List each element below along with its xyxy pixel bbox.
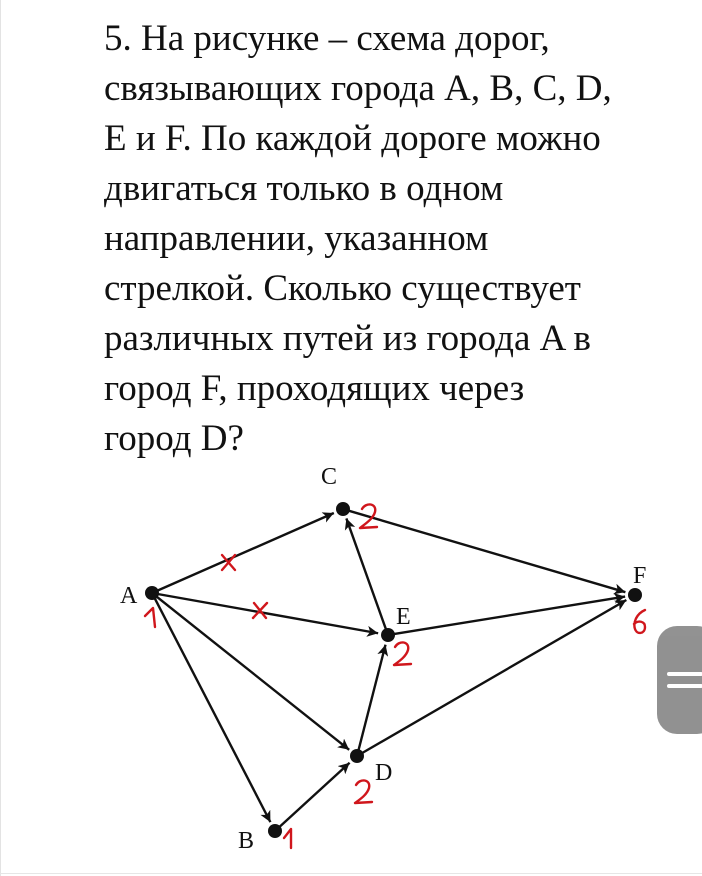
count-mark-f <box>634 610 645 633</box>
city-node-b <box>268 824 282 838</box>
city-node-a <box>145 586 159 600</box>
road-a-c <box>157 513 334 591</box>
node-label-a: A <box>120 583 138 609</box>
node-label-c: C <box>321 464 338 490</box>
question-line-9: город D? <box>104 418 244 459</box>
question-line-3: E и F. По каждой дороге можно <box>104 118 601 159</box>
road-graph <box>0 440 702 876</box>
question-line-1: 5. На рисунке – схема дорог, <box>104 18 550 59</box>
drag-handle-bar-bottom <box>667 684 702 688</box>
city-node-c <box>336 502 350 516</box>
node-label-d: D <box>375 760 393 786</box>
count-mark-a <box>145 608 155 627</box>
node-label-b: B <box>238 828 255 854</box>
count-mark-e <box>394 642 411 665</box>
city-node-e <box>381 628 395 642</box>
question-line-4: двигаться только в одном <box>104 168 504 209</box>
city-node-f <box>628 588 642 602</box>
road-a-e <box>157 594 378 633</box>
question-line-5: направлении, указанном <box>104 218 489 259</box>
node-layer <box>145 502 642 838</box>
drag-handle-icon[interactable] <box>657 626 702 734</box>
city-node-d <box>350 749 364 763</box>
road-c-f <box>348 510 626 592</box>
count-mark-b <box>284 829 291 848</box>
question-line-2: связывающих города A, B, C, D, <box>104 68 612 109</box>
road-a-b <box>154 597 270 822</box>
question-line-6: стрелкой. Сколько существует <box>104 268 581 309</box>
question-text <box>104 14 684 464</box>
question-line-7: различных путей из города A в <box>104 318 592 359</box>
node-label-e: E <box>396 604 411 630</box>
node-label-f: F <box>633 563 647 589</box>
road-a-d <box>156 596 349 750</box>
road-e-c <box>346 518 386 630</box>
road-b-d <box>279 763 350 828</box>
road-e-f <box>393 597 625 635</box>
question-line-8: город F, проходящих через <box>104 368 525 409</box>
count-mark-d <box>355 780 372 803</box>
road-d-e <box>358 645 385 751</box>
drag-handle-bar-top <box>667 672 702 676</box>
